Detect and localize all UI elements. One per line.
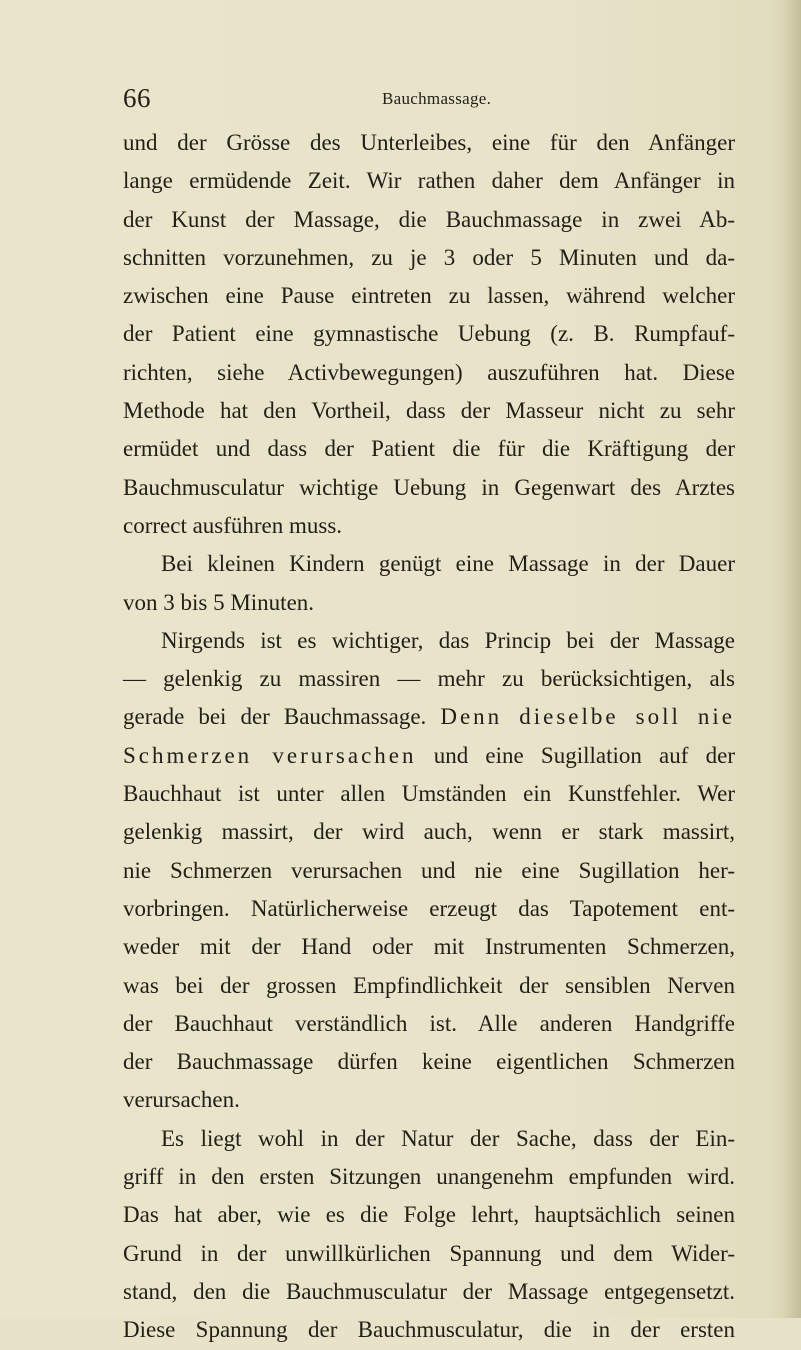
text-line (123, 660, 735, 698)
text-line (123, 622, 735, 660)
text-line (123, 1311, 735, 1349)
text-line (123, 545, 735, 583)
line-text: schnitten vorzunehmen, zu je 3 oder 5 Minuten und da- (123, 244, 735, 270)
text-line (123, 1158, 735, 1196)
text-line (123, 1120, 735, 1158)
line-text: der Patient eine gymnastische Uebung (z. B. Rumpfauf- (123, 321, 735, 347)
text-line (123, 430, 735, 468)
text-line (123, 852, 735, 890)
line-text: der Bauchmassage dürfen keine eigentlichen Schmerzen (123, 1049, 735, 1075)
line-text: Methode hat den Vortheil, dass der Masseur nicht zu sehr (123, 398, 735, 424)
line-text: Bei kleinen Kindern genügt eine Massage in der Dauer (161, 551, 735, 577)
line-text: Nirgends ist es wichtiger, das Princip bei der Massage (161, 627, 735, 653)
page-edge-shadow (783, 0, 801, 1318)
text-line (123, 928, 735, 966)
line-text: Das hat aber, wie es die Folge lehrt, hauptsächlich seinen (123, 1202, 735, 1228)
line-text: weder mit der Hand oder mit Instrumenten Schmerzen, (123, 934, 735, 960)
line-text: Diese Spannung der Bauchmusculatur, die in der ersten (123, 1317, 735, 1343)
line-text: griff in den ersten Sitzungen unangenehm empfunden wird. (123, 1164, 735, 1190)
page-number: 66 (123, 83, 151, 113)
text-line (123, 584, 735, 622)
line-text: der Bauchhaut verständlich ist. Alle anderen Handgriffe (123, 1010, 735, 1036)
line-text: stand, den die Bauchmusculatur der Massage entgegensetzt. (123, 1278, 735, 1304)
line-text: was bei der grossen Empfindlichkeit der sensiblen Nerven (123, 972, 735, 998)
text-line (123, 507, 735, 545)
text-line (123, 469, 735, 507)
line-text: ermüdet und dass der Patient die für die Kräftigung der (123, 436, 735, 462)
text-line (123, 354, 735, 392)
line-text: lange ermüdende Zeit. Wir rathen daher dem Anfänger in (123, 168, 735, 194)
line-text: der Kunst der Massage, die Bauchmassage in zwei Ab- (123, 206, 735, 232)
text-line (123, 1043, 735, 1081)
line-text: — gelenkig zu massiren — mehr zu berücksichtigen, als (123, 666, 735, 692)
line-text: Bauchmusculatur wichtige Uebung in Gegenwart des Arztes (123, 474, 735, 500)
text-line (123, 277, 735, 315)
text-line (123, 775, 735, 813)
text-line (123, 162, 735, 200)
line-text: verursachen. (123, 1087, 240, 1113)
text-line (123, 890, 735, 928)
text-line (123, 239, 735, 277)
line-text: zwischen eine Pause eintreten zu lassen, während welcher (123, 283, 735, 309)
text-line (123, 1005, 735, 1043)
line-text: vorbringen. Natürlicherweise erzeugt das Tapotement ent- (123, 895, 735, 921)
text-line (123, 1196, 735, 1234)
line-text: und der Grösse des Unterleibes, eine für den Anfänger (123, 130, 735, 155)
line-text: Grund in der unwillkürlichen Spannung und dem Wider- (123, 1240, 735, 1266)
running-head: Bauchmassage. (382, 89, 492, 108)
text-line (123, 813, 735, 851)
line-text: von 3 bis 5 Minuten. (123, 589, 315, 615)
emphasis-spaced-text: Denn dieselbe soll nie (440, 704, 735, 730)
text-line (123, 1235, 735, 1273)
text-line (123, 737, 735, 775)
text-line (123, 392, 735, 430)
line-text: nie Schmerzen verursachen und nie eine Sugillation her- (123, 857, 735, 883)
line-text: Bauchhaut ist unter allen Umständen ein Kunstfehler. Wer (123, 781, 735, 807)
text-line (123, 698, 735, 736)
text-line (123, 201, 735, 239)
line-text: und eine Sugillation auf der (433, 742, 735, 768)
text-line (123, 315, 735, 353)
line-text: Es liegt wohl in der Natur der Sache, dass der Ein- (161, 1125, 735, 1151)
line-text: correct ausführen muss. (123, 512, 343, 538)
emphasis-spaced-text: Schmerzen verursachen (123, 742, 417, 768)
text-line (123, 1081, 735, 1119)
text-line (123, 124, 735, 162)
text-line (123, 967, 735, 1005)
line-text: richten, siehe Activbewegungen) auszuführen hat. Diese (123, 359, 735, 385)
line-text: gerade bei der Bauchmassage. (123, 704, 427, 730)
body-text (123, 124, 735, 1350)
text-line (123, 1273, 735, 1311)
line-text: gelenkig massirt, der wird auch, wenn er stark massirt, (123, 819, 735, 845)
page-header (123, 82, 723, 118)
